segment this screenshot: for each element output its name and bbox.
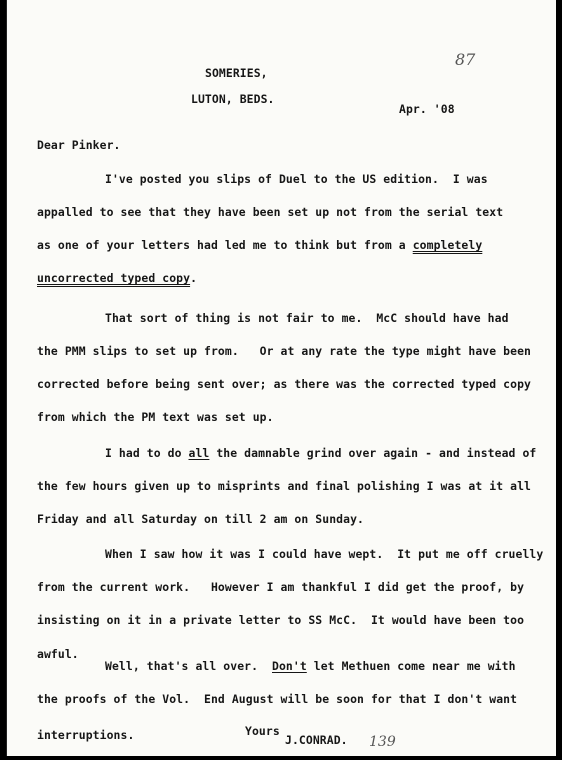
archive-number: 139	[369, 734, 396, 750]
p2-line-3: corrected before being sent over; as there was the corrected typed copy	[37, 377, 531, 391]
p5-line-1: Well, that's all over. Don't let Methuen come near me with	[105, 659, 516, 673]
letter-date: Apr. '08	[399, 102, 455, 116]
p3-line-2: the few hours given up to misprints and final polishing I was at it all	[37, 479, 531, 493]
p1-line-3: as one of your letters had led me to think but from a completely	[37, 238, 483, 252]
underlined-dont: Don't	[272, 659, 307, 673]
letter-page	[6, 0, 558, 756]
underlined-completely: completely	[412, 238, 483, 252]
p2-line-4: from which the PM text was set up.	[37, 410, 274, 424]
p5-line-2: the proofs of the Vol. End August will be soon for that I don't want	[37, 692, 518, 706]
salutation: Dear Pinker.	[37, 138, 121, 152]
p3-line-3: Friday and all Saturday on till 2 am on Sunday.	[37, 512, 365, 526]
p2-line-2: the PMM slips to set up from. Or at any rate the type might have been	[37, 344, 531, 358]
underlined-uncorrected-typed-copy: uncorrected typed copy	[37, 271, 191, 285]
p5-line-3: interruptions.	[37, 728, 135, 742]
scan-border-right	[556, 0, 562, 760]
address-line-1: SOMERIES,	[205, 66, 268, 80]
p1-line-2: appalled to see that they have been set up not from the serial text	[37, 205, 504, 219]
p1-line-1: I've posted you slips of Duel to the US edition. I was	[105, 172, 488, 186]
p4-line-4: awful.	[37, 647, 79, 661]
address-line-2: LUTON, BEDS.	[191, 92, 275, 106]
folio-number: 87	[455, 50, 476, 69]
scan-border-bottom	[0, 756, 562, 760]
p3-line-1: I had to do all the damnable grind over again - and instead of	[105, 446, 537, 460]
signature: J.CONRAD.	[285, 733, 348, 747]
p1-line-4: uncorrected typed copy.	[37, 271, 198, 285]
closing-yours: Yours	[245, 724, 280, 738]
underlined-all: all	[188, 446, 210, 460]
p4-line-3: insisting on it in a private letter to SS McC. It would have been too	[37, 613, 525, 627]
p4-line-2: from the current work. However I am thankful I did get the proof, by	[37, 580, 525, 594]
p2-line-1: That sort of thing is not fair to me. McC should have had	[105, 311, 509, 325]
p4-line-1: When I saw how it was I could have wept. It put me off cruelly	[105, 547, 544, 561]
